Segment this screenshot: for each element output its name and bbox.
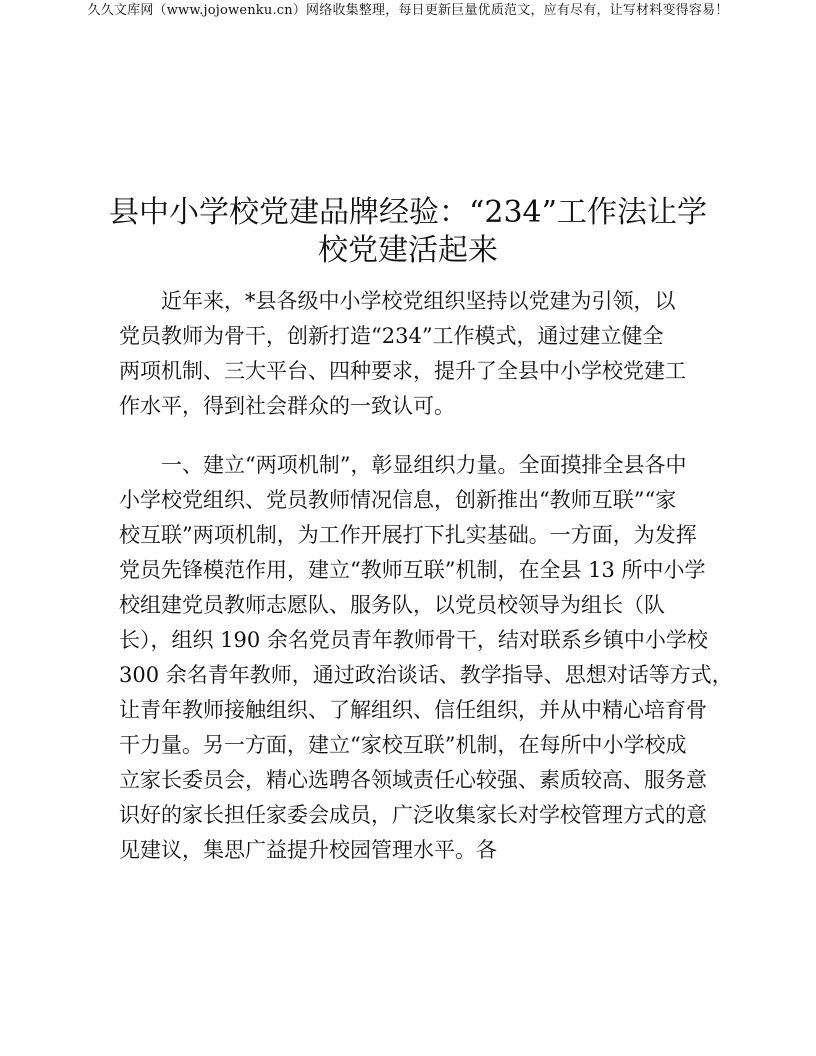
text-line: 作水平，得到社会群众的一致认可。 xyxy=(119,394,455,418)
text-line: 一、建立“两项机制”，彰显组织力量。全面摸排全县各中 xyxy=(119,453,687,477)
text-line: 校互联”两项机制，为工作开展打下扎实基础。一方面，为发挥 xyxy=(119,523,697,547)
text-line: 党员教师为骨干，创新打造“234”工作模式，通过建立健全 xyxy=(119,324,664,348)
title-line: 校党建活起来 xyxy=(318,233,498,268)
text-line: 立家长委员会，精心选聘各领域责任心较强、素质较高、服务意 xyxy=(119,768,707,792)
text-line: 校组建党员教师志愿队、服务队，以党员校领导为组长（队 xyxy=(119,593,665,617)
text-line: 干力量。另一方面，建立“家校互联”机制，在每所中小学校成 xyxy=(119,733,687,757)
text-line: 让青年教师接触组织、了解组织、信任组织，并从中精心培育骨 xyxy=(119,698,707,722)
text-line: 识好的家长担任家委会成员，广泛收集家长对学校管理方式的意 xyxy=(119,803,707,827)
paragraph-section-one xyxy=(119,448,733,868)
document-title xyxy=(100,194,716,270)
text-line: 近年来，*县各级中小学校党组织坚持以党建为引领，以 xyxy=(119,289,676,313)
text-line: 两项机制、三大平台、四种要求，提升了全县中小学校党建工 xyxy=(119,359,686,383)
text-line: 小学校党组织、党员教师情况信息，创新推出“教师互联”“家 xyxy=(119,488,677,512)
text-line: 300 余名青年教师，通过政治谈话、教学指导、思想对话等方式， xyxy=(119,663,733,687)
site-header-notice: 久久文库网（www.jojowenku.cn）网络收集整理，每日更新巨量优质范文，应有尽有，让写材料变得容易！ xyxy=(87,3,729,18)
text-line: 长），组织 190 余名党员青年教师骨干，结对联系乡镇中小学校 xyxy=(119,628,708,652)
title-line: 县中小学校党建品牌经验：“234”工作法让学 xyxy=(109,195,707,230)
paragraph-intro xyxy=(119,284,719,424)
text-line: 见建议，集思广益提升校园管理水平。各 xyxy=(119,838,497,862)
text-line: 党员先锋模范作用，建立“教师互联”机制，在全县 13 所中小学 xyxy=(119,558,706,582)
